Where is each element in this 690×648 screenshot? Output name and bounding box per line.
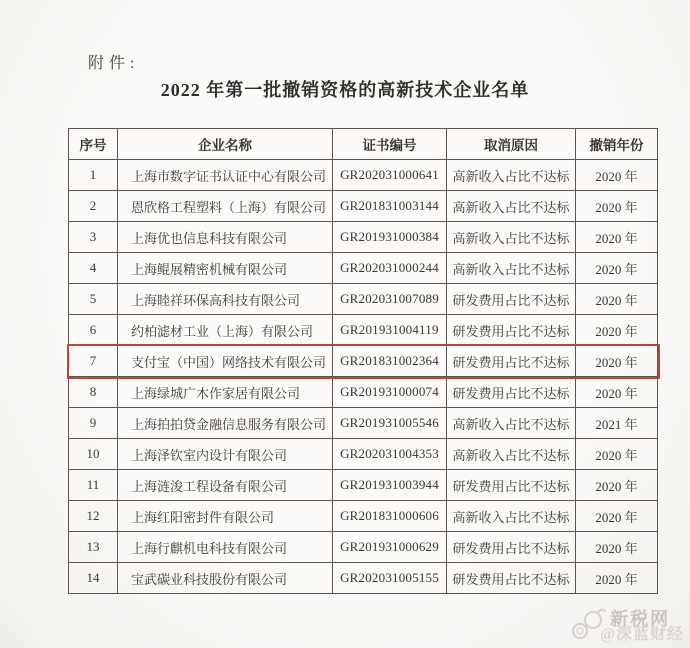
cell-company: 上海拍拍贷金融信息服务有限公司: [118, 408, 333, 439]
cell-cert: GR201931005546: [333, 408, 447, 439]
cell-cert: GR201831002364: [333, 346, 447, 377]
table-row: [69, 222, 658, 253]
cell-cert: GR201831000606: [333, 501, 447, 532]
cell-no: 8: [69, 377, 118, 408]
cell-year: 2020 年: [576, 532, 658, 563]
cell-company: 上海红阳密封件有限公司: [118, 501, 333, 532]
cell-reason: 高新收入占比不达标: [447, 408, 576, 439]
table-row: [69, 470, 658, 501]
column-header: 证书编号: [333, 129, 447, 160]
cell-reason: 研发费用占比不达标: [447, 346, 576, 377]
cell-no: 10: [69, 439, 118, 470]
cell-year: 2020 年: [576, 563, 658, 594]
cell-cert: GR201931000629: [333, 532, 447, 563]
cell-reason: 研发费用占比不达标: [447, 377, 576, 408]
cell-cert: GR201931000074: [333, 377, 447, 408]
cell-no: 5: [69, 284, 118, 315]
cell-reason: 高新收入占比不达标: [447, 439, 576, 470]
cell-no: 2: [69, 191, 118, 222]
column-header: 序号: [69, 129, 118, 160]
attachment-label: 附件:: [88, 55, 140, 72]
cell-company: 上海涟浚工程设备有限公司: [118, 470, 333, 501]
table-row: [69, 191, 658, 222]
table-row: [69, 439, 658, 470]
cell-company: 宝武碳业科技股份有限公司: [118, 563, 333, 594]
company-table: [68, 128, 658, 594]
cell-reason: 研发费用占比不达标: [447, 532, 576, 563]
cell-reason: 高新收入占比不达标: [447, 222, 576, 253]
cell-year: 2020 年: [576, 346, 658, 377]
cell-year: 2021 年: [576, 408, 658, 439]
cell-no: 11: [69, 470, 118, 501]
cell-year: 2020 年: [576, 501, 658, 532]
cell-no: 7: [69, 346, 118, 377]
cell-year: 2020 年: [576, 439, 658, 470]
cell-year: 2020 年: [576, 160, 658, 191]
cell-cert: GR201831003144: [333, 191, 447, 222]
cell-year: 2020 年: [576, 315, 658, 346]
cell-no: 3: [69, 222, 118, 253]
cell-company: 上海行麒机电科技有限公司: [118, 532, 333, 563]
watermark-site-name: 新税网: [610, 608, 671, 629]
table-header-row: [69, 129, 658, 160]
cell-reason: 高新收入占比不达标: [447, 501, 576, 532]
cell-year: 2020 年: [576, 253, 658, 284]
table-row: [69, 563, 658, 594]
cell-reason: 研发费用占比不达标: [447, 563, 576, 594]
cell-year: 2020 年: [576, 284, 658, 315]
cell-no: 6: [69, 315, 118, 346]
cell-year: 2020 年: [576, 377, 658, 408]
cell-cert: GR201931004119: [333, 315, 447, 346]
watermark-account-name: @深蓝财经: [600, 625, 684, 643]
cell-cert: GR201931000384: [333, 222, 447, 253]
cell-year: 2020 年: [576, 470, 658, 501]
cell-cert: GR201931003944: [333, 470, 447, 501]
table-row: [69, 160, 658, 191]
table-row: [69, 408, 658, 439]
cell-year: 2020 年: [576, 191, 658, 222]
cell-no: 12: [69, 501, 118, 532]
cell-no: 14: [69, 563, 118, 594]
watermark: [568, 607, 684, 646]
cell-company: 上海优也信息科技有限公司: [118, 222, 333, 253]
watermark-logo-icon: [568, 607, 608, 646]
cell-no: 13: [69, 532, 118, 563]
cell-reason: 研发费用占比不达标: [447, 315, 576, 346]
cell-reason: 高新收入占比不达标: [447, 160, 576, 191]
cell-cert: GR202031005155: [333, 563, 447, 594]
cell-company: 上海绿城广木作家居有限公司: [118, 377, 333, 408]
cell-no: 1: [69, 160, 118, 191]
cell-cert: GR202031000244: [333, 253, 447, 284]
table-row-highlighted: [69, 346, 658, 377]
cell-cert: GR202031000641: [333, 160, 447, 191]
cell-company: 上海鲲展精密机械有限公司: [118, 253, 333, 284]
column-header: 取消原因: [447, 129, 576, 160]
column-header: 撤销年份: [576, 129, 658, 160]
table-row: [69, 253, 658, 284]
cell-reason: 高新收入占比不达标: [447, 191, 576, 222]
cell-no: 9: [69, 408, 118, 439]
cell-company: 约柏滤材工业（上海）有限公司: [118, 315, 333, 346]
page-title: 2022 年第一批撤销资格的高新技术企业名单: [160, 80, 530, 100]
table-row: [69, 315, 658, 346]
table-row: [69, 501, 658, 532]
cell-year: 2020 年: [576, 222, 658, 253]
column-header: 企业名称: [118, 129, 333, 160]
cell-company: 上海市数字证书认证中心有限公司: [118, 160, 333, 191]
table-row: [69, 377, 658, 408]
watermark-text: [600, 608, 684, 644]
cell-cert: GR202031004353: [333, 439, 447, 470]
cell-cert: GR202031007089: [333, 284, 447, 315]
table-row: [69, 532, 658, 563]
cell-company: 恩欣格工程塑料（上海）有限公司: [118, 191, 333, 222]
table-body: [69, 160, 658, 594]
table-row: [69, 284, 658, 315]
cell-reason: 高新收入占比不达标: [447, 253, 576, 284]
cell-no: 4: [69, 253, 118, 284]
cell-reason: 研发费用占比不达标: [447, 284, 576, 315]
cell-company: 上海泽钦室内设计有限公司: [118, 439, 333, 470]
cell-company: 支付宝（中国）网络技术有限公司: [118, 346, 333, 377]
cell-company: 上海睦祥环保高科技有限公司: [118, 284, 333, 315]
cell-reason: 研发费用占比不达标: [447, 470, 576, 501]
